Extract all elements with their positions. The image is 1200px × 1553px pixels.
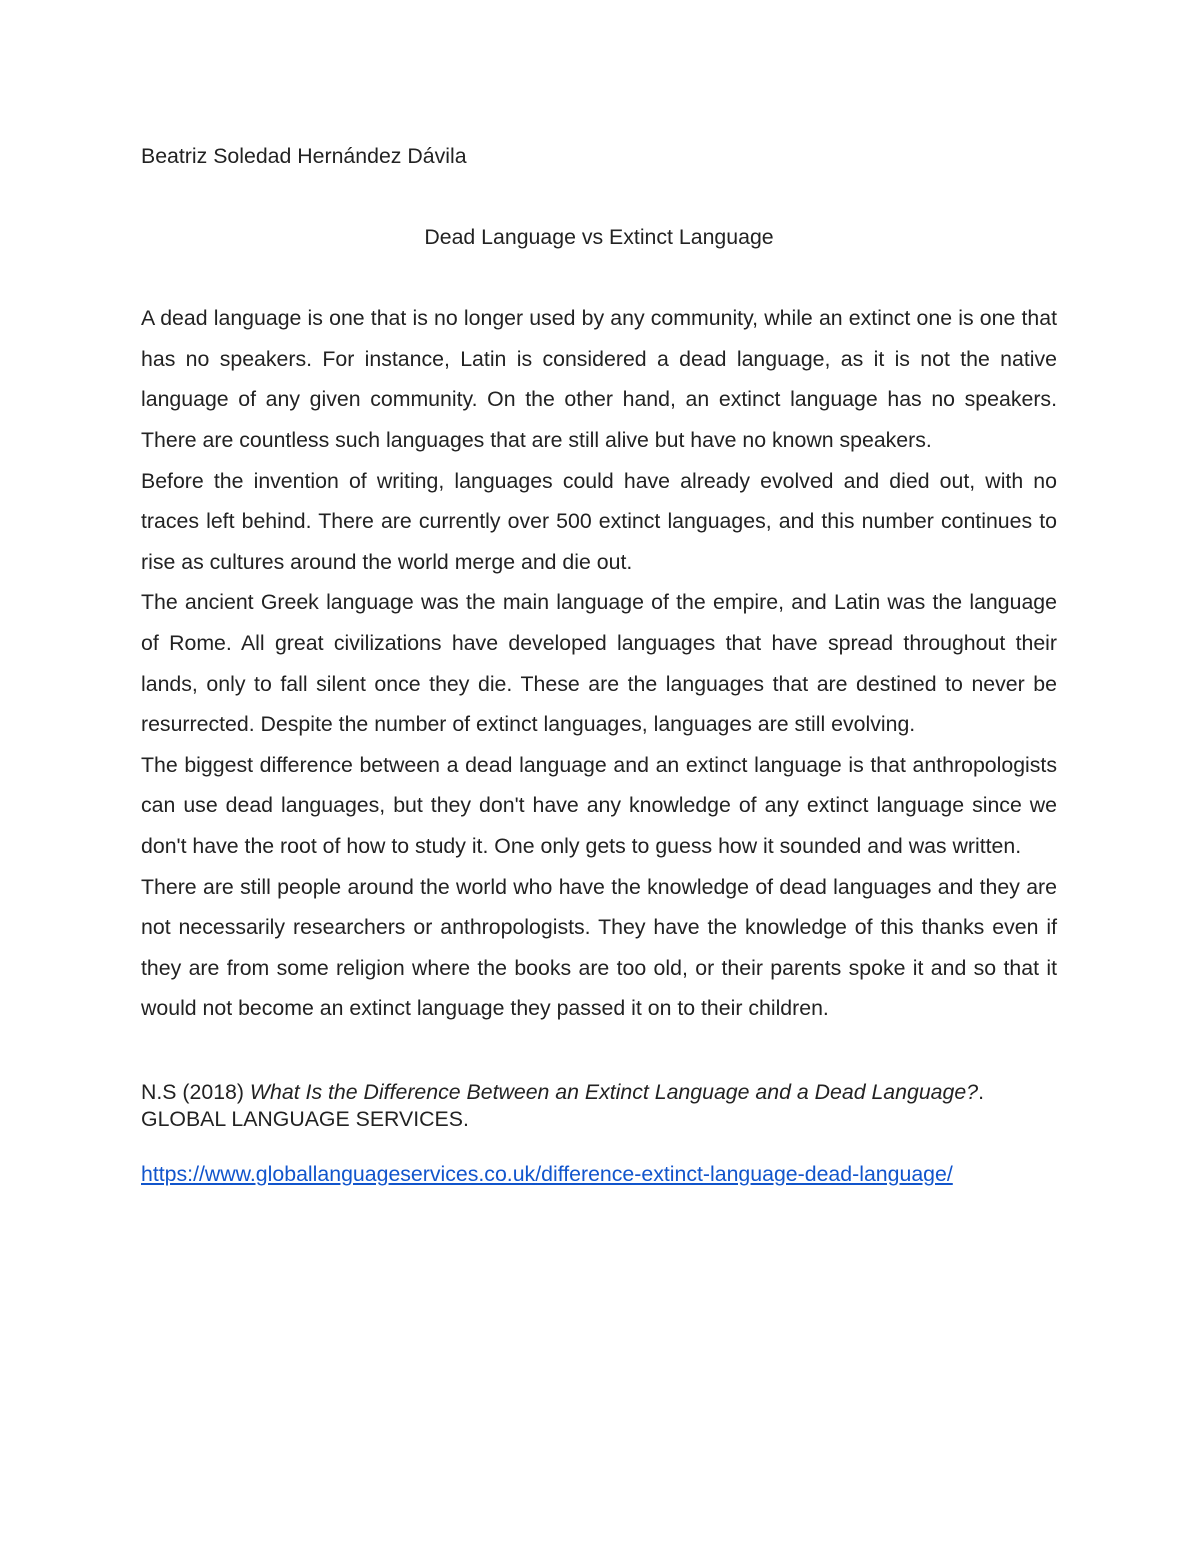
citation-url-link[interactable]: https://www.globallanguageservices.co.uk/difference-extinct-language-dead-language/ — [141, 1161, 953, 1186]
paragraph: The ancient Greek language was the main language of the empire, and Latin was the language of Rome. All great civilizations have developed languages that have spread throughout their lands, only to fall silent once they die. These are the languages that are destined to never be resurrected. Despite the number of extinct languages, languages are still evolving. — [141, 590, 1057, 737]
document-page — [141, 136, 1057, 1188]
paragraph: There are still people around the world who have the knowledge of dead languages and they are not necessarily researchers or anthropologists. They have the knowledge of this thanks even if they are from some religion where the books are too old, or their parents spoke it and so that it would not become an extinct language they passed it on to their children. — [141, 874, 1057, 1021]
author-name: Beatriz Soledad Hernández Dávila — [141, 144, 467, 168]
citation-author-year: N.S (2018) — [141, 1079, 250, 1104]
citation-work-title: What Is the Difference Between an Extinct Language and a Dead Language? — [249, 1079, 979, 1104]
citation-publisher: . GLOBAL LANGUAGE SERVICES. — [141, 1079, 984, 1131]
paragraph: A dead language is one that is no longer used by any community, while an extinct one is one that has no speakers. For instance, Latin is considered a dead language, as it is not the native language of any given community. On the other hand, an extinct language has no speakers. There are countless such languages that are still alive but have no known speakers. — [141, 306, 1057, 452]
paragraph: Before the invention of writing, languages could have already evolved and died out, with no traces left behind. There are currently over 500 extinct languages, and this number continues to rise as cultures around the world merge and die out. — [141, 468, 1057, 574]
citation — [141, 1079, 1057, 1133]
paragraph: The biggest difference between a dead language and an extinct language is that anthropologists can use dead languages, but they don't have any knowledge of any extinct language since we don't have the root of how to study it. One only gets to guess how it sounded and was written. — [141, 752, 1057, 858]
document-title: Dead Language vs Extinct Language — [424, 224, 774, 249]
document-body — [141, 298, 1057, 1029]
